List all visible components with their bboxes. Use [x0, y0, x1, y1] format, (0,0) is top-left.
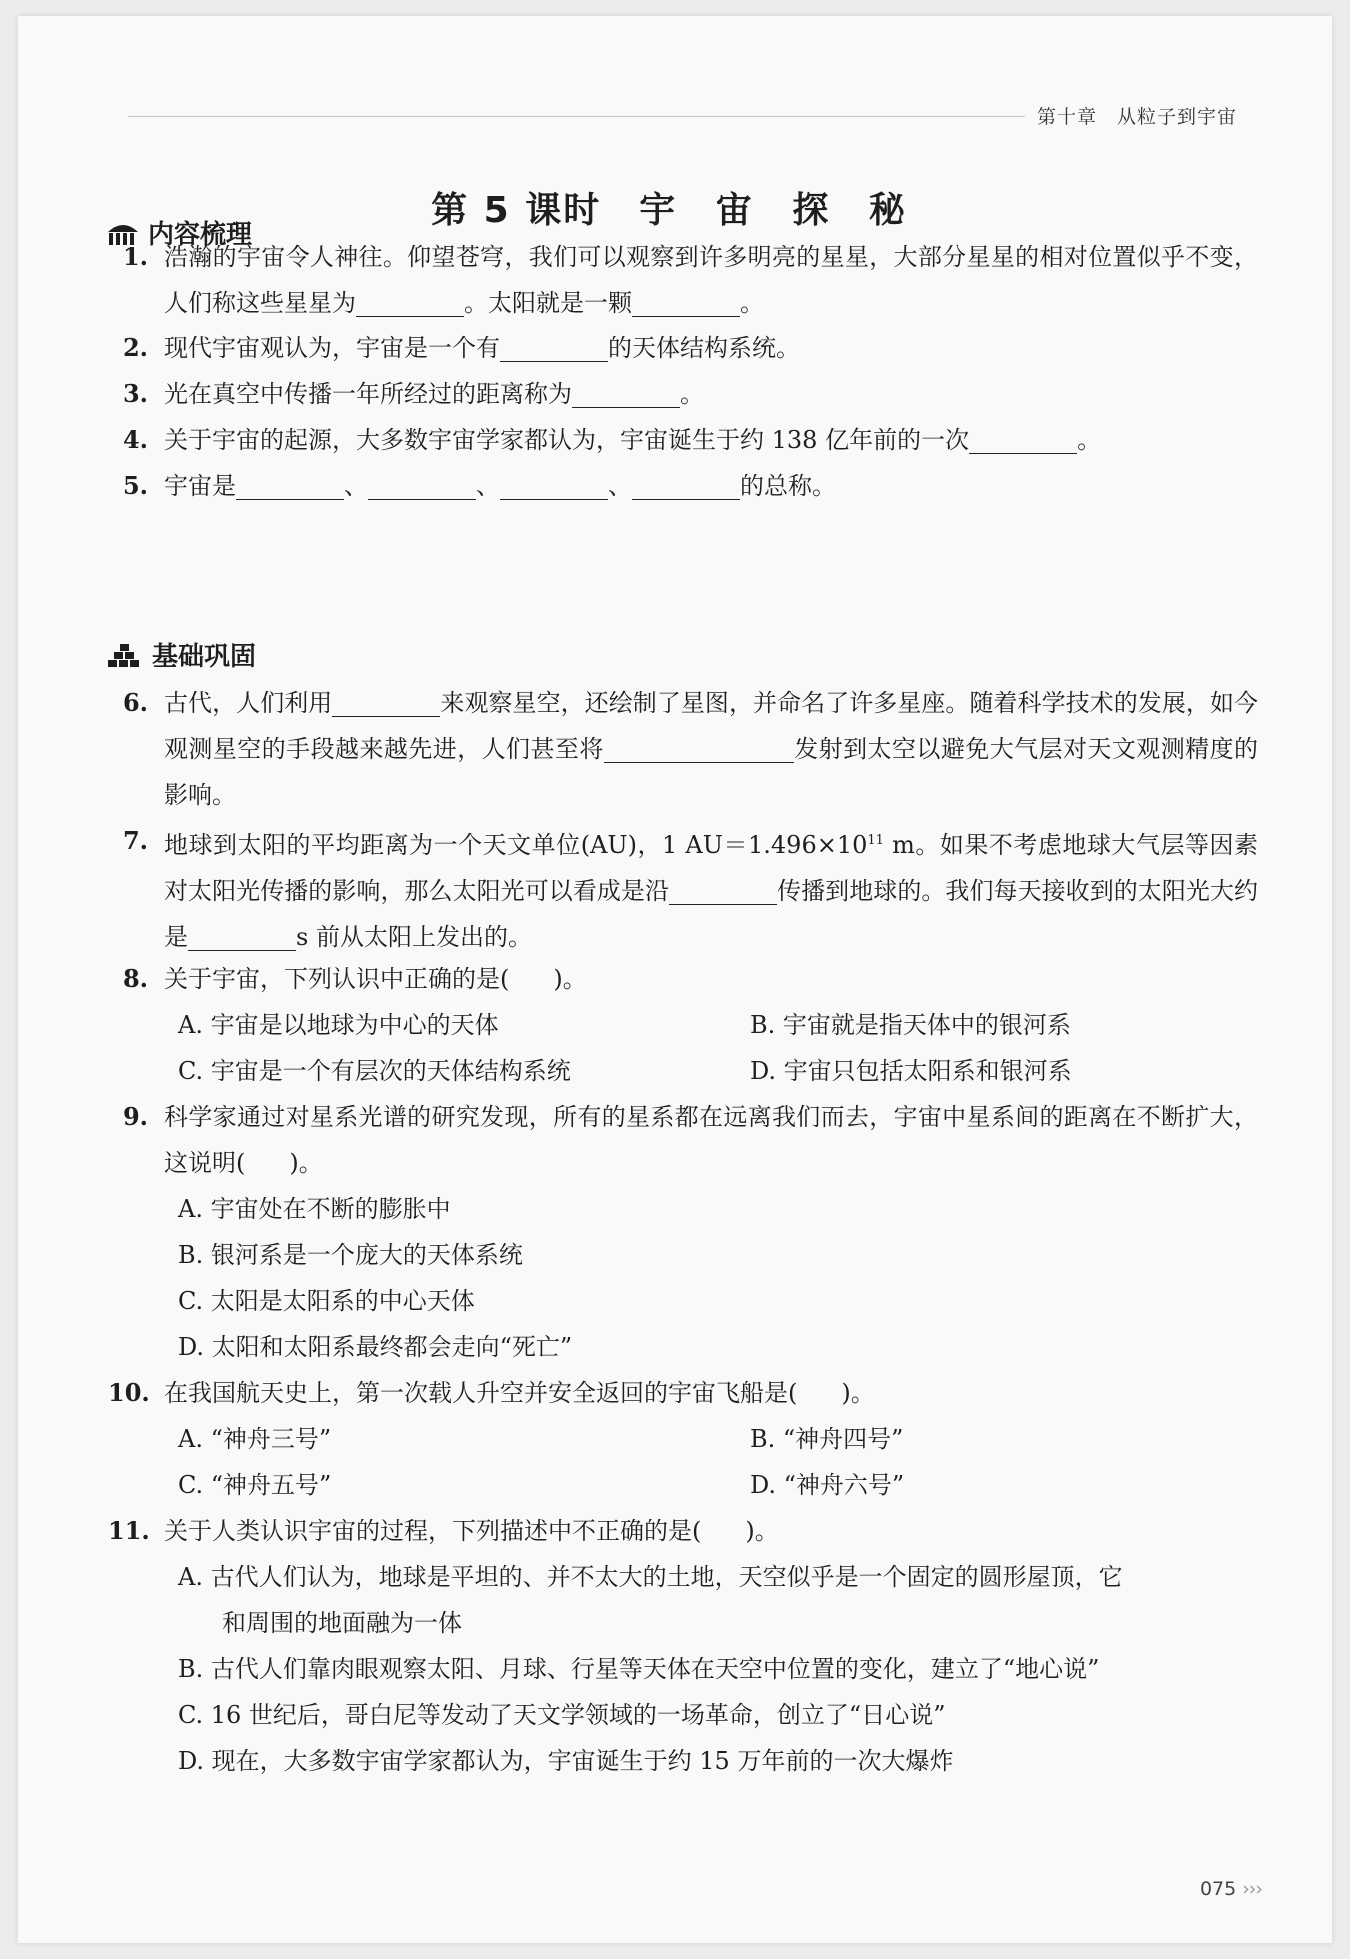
question-8 [108, 956, 1258, 1002]
question-text: 来观察星空，还绘制了星图，并命名了许多星座。随着科学技术的发展，如今观测星空的手段越来越先进，人们甚至将 [164, 689, 1258, 763]
answer-blank[interactable] [332, 686, 440, 717]
answer-blank[interactable] [969, 423, 1077, 454]
option-d[interactable]: D. 现在，大多数宇宙学家都认为，宇宙诞生于约 15 万年前的一次大爆炸 [178, 1747, 954, 1775]
option-a[interactable]: A. “神舟三号” [178, 1425, 332, 1453]
separator: 、 [608, 472, 632, 500]
page-number [1200, 1878, 1262, 1900]
question-3 [108, 371, 1258, 417]
question-number: 1. [122, 242, 148, 271]
question-text: 浩瀚的宇宙令人神往。仰望苍穹，我们可以观察到许多明亮的星星，大部分星星的相对位置似乎不变，人们称这些星星为 [164, 243, 1258, 317]
option-d[interactable]: D. 太阳和太阳系最终都会走向“死亡” [178, 1333, 573, 1361]
question-text: )。 [745, 1517, 779, 1545]
answer-blank[interactable] [188, 920, 296, 951]
question-number: 6. [122, 688, 148, 717]
option-a[interactable]: A. 宇宙处在不断的膨胀中 [178, 1195, 451, 1223]
question-text: )。 [553, 965, 587, 993]
answer-blank[interactable] [604, 732, 794, 763]
question-9 [108, 1094, 1258, 1186]
chapter-header: 第十章 从粒子到宇宙 [1025, 102, 1237, 129]
question-text: 关于宇宙，下列认识中正确的是( [164, 965, 510, 993]
question-text: 地球到太阳的平均距离为一个天文单位(AU)，1 AU＝1.496×10 [164, 831, 868, 859]
answer-blank[interactable] [356, 286, 464, 317]
question-10 [108, 1370, 1258, 1416]
question-4 [108, 417, 1258, 463]
question-5 [108, 463, 1258, 509]
lesson-topic: 宇 宙 探 秘 [639, 190, 919, 231]
question-number: 4. [122, 425, 148, 454]
exponent: 11 [867, 833, 884, 848]
chevrons-icon: ››› [1242, 1878, 1262, 1900]
option-a[interactable] [178, 1554, 1258, 1646]
question-text: s 前从太阳上发出的。 [296, 923, 532, 951]
workbook-page [18, 16, 1332, 1943]
option-d[interactable]: D. 宇宙只包括太阳系和银河系 [750, 1057, 1072, 1085]
option-text: A. 古代人们认为，地球是平坦的、并不太大的土地，天空似乎是一个固定的圆形屋顶，它 [178, 1563, 1123, 1591]
question-number: 7. [122, 826, 148, 855]
option-c[interactable]: C. “神舟五号” [178, 1471, 332, 1499]
question-text: 关于人类认识宇宙的过程，下列描述中不正确的是( [164, 1517, 702, 1545]
question-text: 在我国航天史上，第一次载人升空并安全返回的宇宙飞船是( [164, 1379, 798, 1407]
question-number: 9. [122, 1102, 148, 1131]
question-6 [108, 680, 1258, 818]
question-number: 8. [122, 964, 148, 993]
answer-blank[interactable] [500, 331, 608, 362]
question-text: 。 [680, 380, 704, 408]
question-text: 的天体结构系统。 [608, 334, 800, 362]
option-c[interactable]: C. 太阳是太阳系的中心天体 [178, 1287, 475, 1315]
question-2 [108, 325, 1258, 371]
option-c[interactable]: C. 宇宙是一个有层次的天体结构系统 [178, 1057, 571, 1085]
question-number: 11. [108, 1516, 150, 1545]
option-d[interactable]: D. “神舟六号” [750, 1471, 905, 1499]
question-number: 5. [122, 471, 148, 500]
question-text: 。 [740, 289, 764, 317]
option-a[interactable]: A. 宇宙是以地球为中心的天体 [178, 1011, 499, 1039]
lesson-number: 第 5 课时 [431, 190, 602, 231]
question-number: 10. [108, 1378, 150, 1407]
answer-blank[interactable] [632, 286, 740, 317]
header-rule [128, 116, 1038, 117]
answer-blank[interactable] [500, 469, 608, 500]
question-11 [108, 1508, 1258, 1554]
answer-blank[interactable] [632, 469, 740, 500]
separator: 、 [476, 472, 500, 500]
question-7 [108, 818, 1258, 960]
option-b[interactable]: B. 银河系是一个庞大的天体系统 [178, 1241, 523, 1269]
section-title: 内容梳理 [148, 220, 253, 250]
answer-blank[interactable] [669, 874, 777, 905]
question-1 [108, 234, 1258, 326]
option-b[interactable]: B. “神舟四号” [750, 1425, 904, 1453]
question-text: )。 [289, 1149, 323, 1177]
question-text: )。 [841, 1379, 875, 1407]
question-text: 。 [1077, 426, 1102, 454]
option-b[interactable]: B. 古代人们靠肉眼观察太阳、月球、行星等天体在天空中位置的变化，建立了“地心说” [178, 1655, 1100, 1683]
answer-blank[interactable] [236, 469, 344, 500]
separator: 、 [344, 472, 368, 500]
option-c[interactable]: C. 16 世纪后，哥白尼等发动了天文学领域的一场革命，创立了“日心说” [178, 1701, 946, 1729]
question-text: 。太阳就是一颗 [464, 289, 632, 317]
question-text: 科学家通过对星系光谱的研究发现，所有的星系都在远离我们而去，宇宙中星系间的距离在不断扩大，这说明( [164, 1103, 1258, 1177]
page-number-text: 075 [1199, 1878, 1237, 1900]
answer-blank[interactable] [368, 469, 476, 500]
option-text: 和周围的地面融为一体 [222, 1609, 462, 1637]
question-text: 关于宇宙的起源，大多数宇宙学家都认为，宇宙诞生于约 138 亿年前的一次 [164, 426, 970, 454]
question-text: 光在真空中传播一年所经过的距离称为 [164, 380, 572, 408]
section-basic-practice [106, 636, 256, 673]
question-text: 古代，人们利用 [164, 689, 333, 717]
answer-blank[interactable] [572, 377, 680, 408]
question-text: 传播到地球的。我们每天接收到的太阳光大约是 [164, 877, 1259, 951]
section-title: 基础巩固 [152, 642, 257, 672]
option-b[interactable]: B. 宇宙就是指天体中的银河系 [750, 1011, 1071, 1039]
question-text: 现代宇宙观认为，宇宙是一个有 [164, 334, 500, 362]
question-text: m。如果不考虑地球大气层等因素对太阳光传播的影响，那么太阳光可以看成是沿 [164, 831, 1258, 905]
question-number: 3. [122, 379, 148, 408]
question-text: 的总称。 [740, 472, 836, 500]
question-number: 2. [122, 333, 148, 362]
question-text: 宇宙是 [164, 472, 236, 500]
question-text: 发射到太空以避免大气层对天文观测精度的影响。 [164, 735, 1259, 809]
blocks-icon [106, 642, 144, 668]
